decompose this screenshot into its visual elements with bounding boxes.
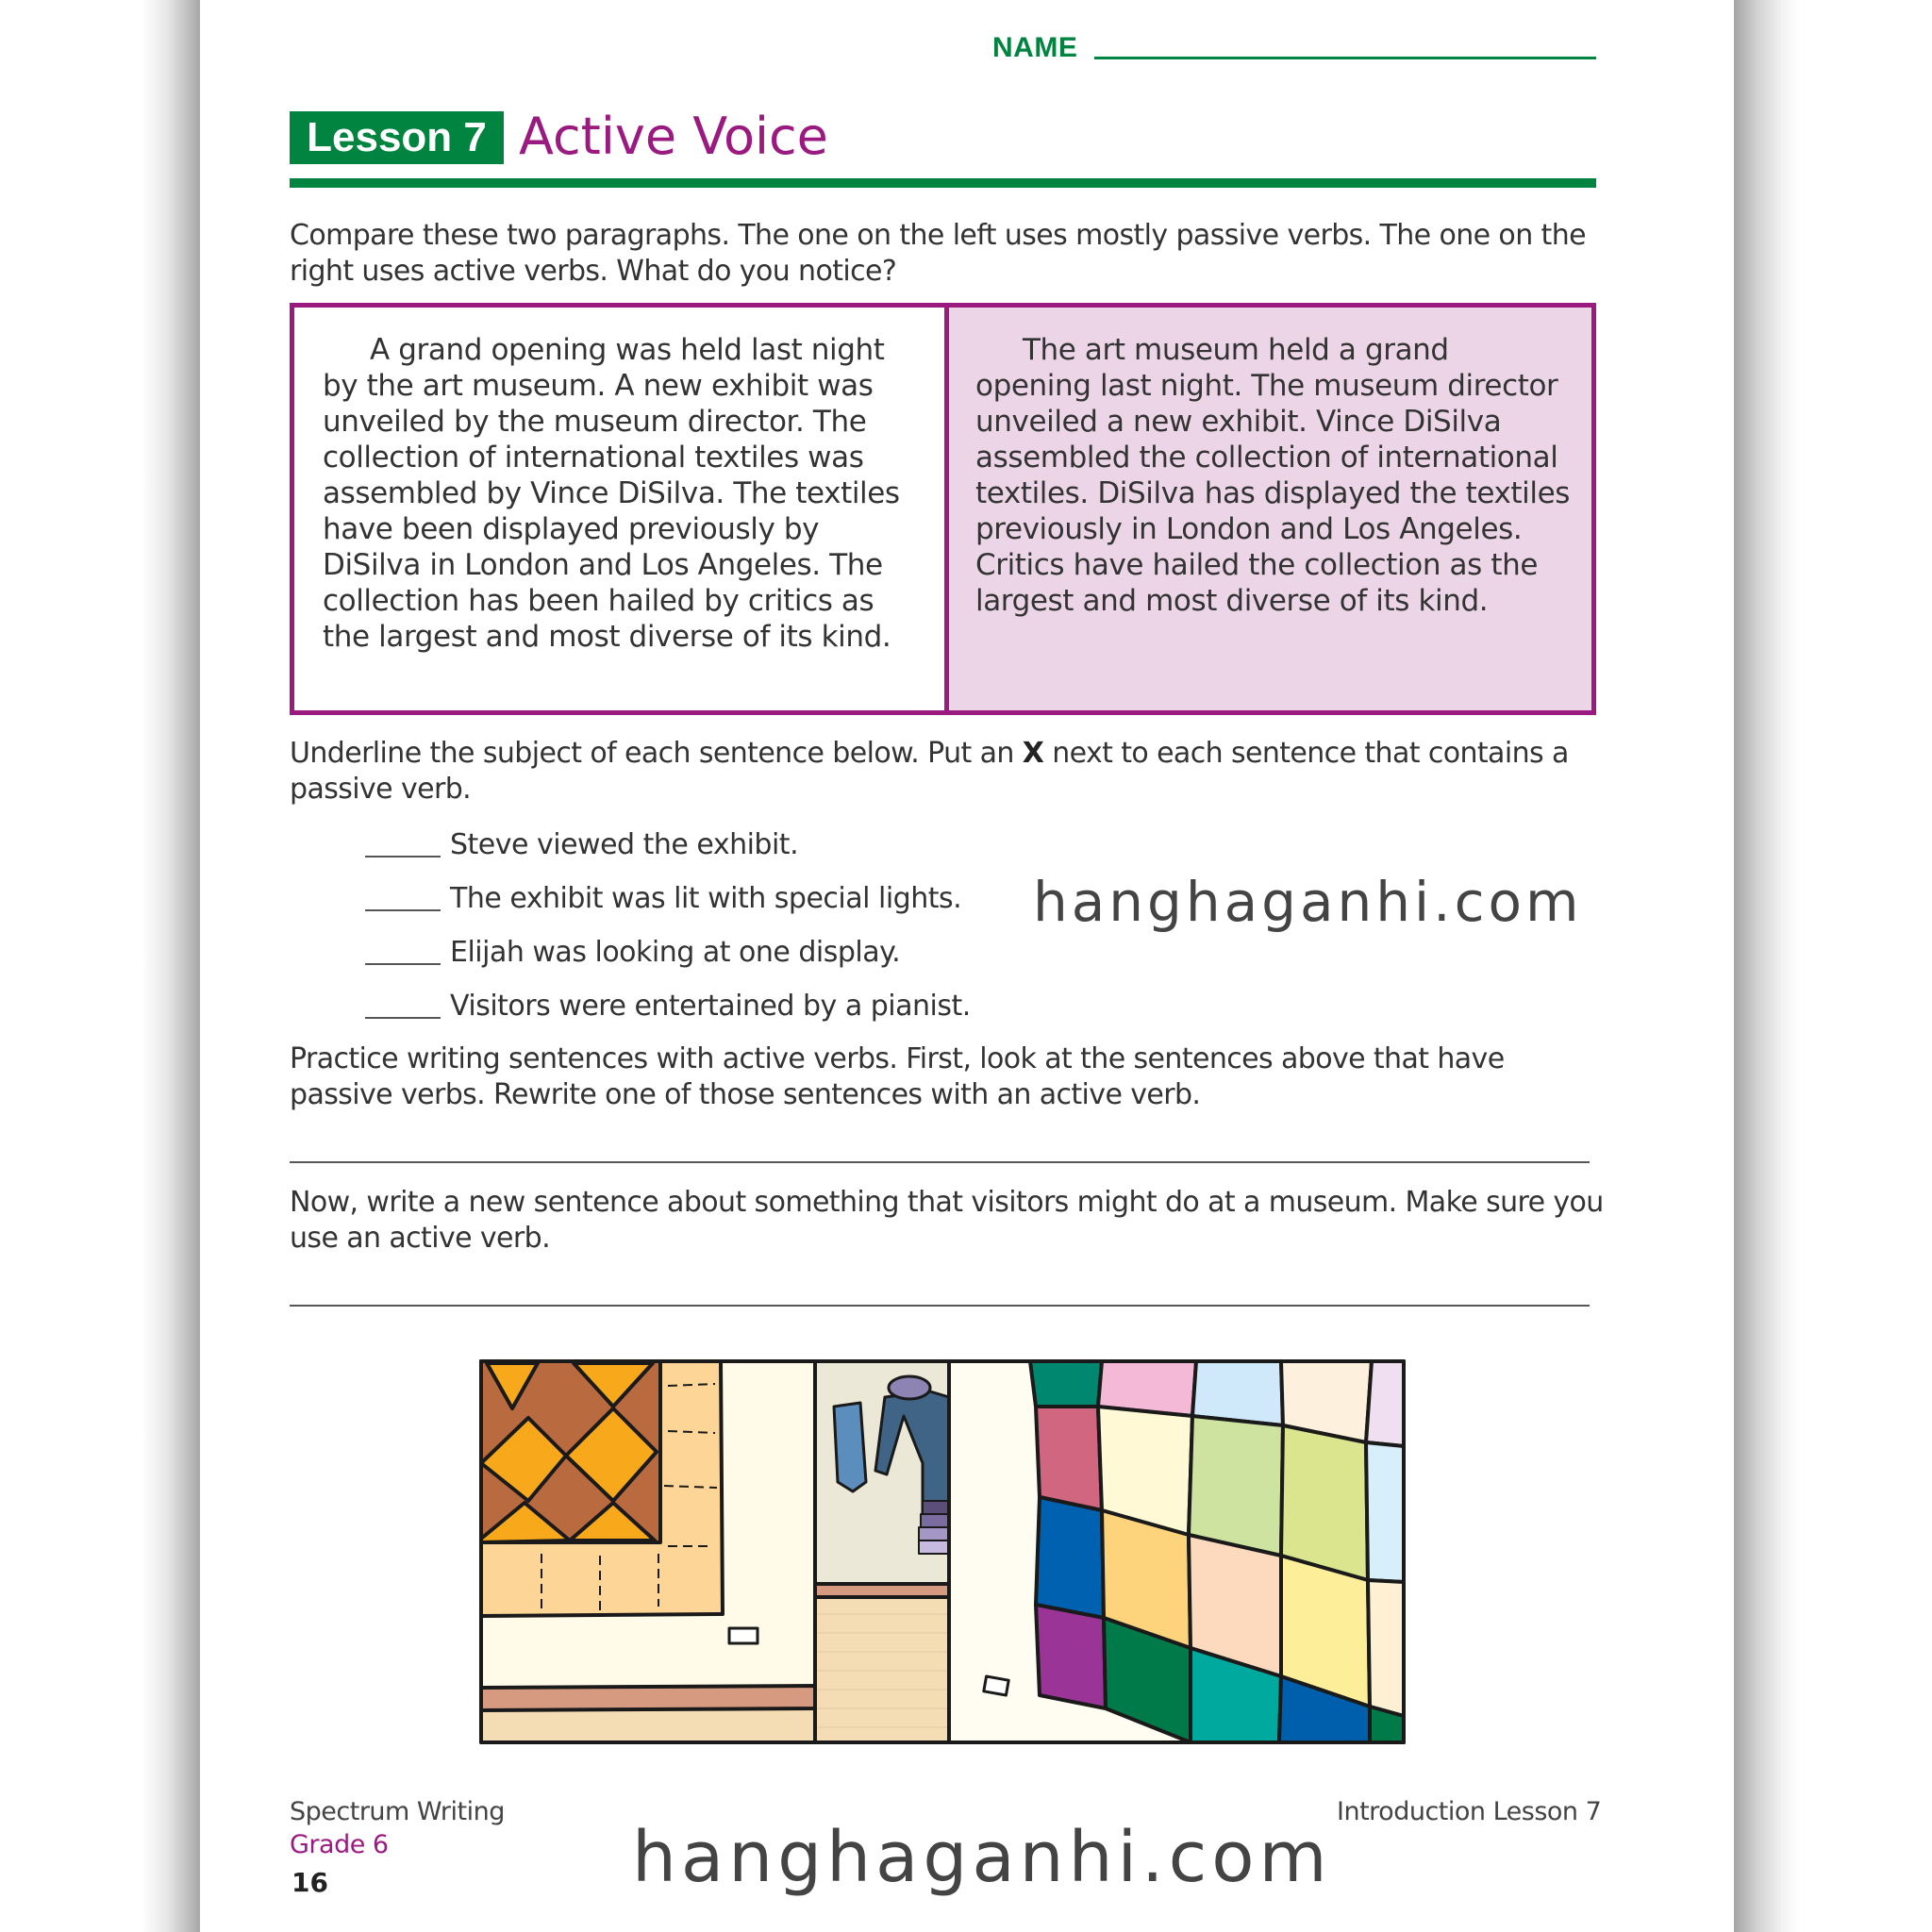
exercise-sentence	[365, 881, 961, 917]
wall-label-right	[984, 1676, 1008, 1695]
intro-text: Compare these two paragraphs. The one on the left uses mostly passive verbs. The one on the right uses active verbs. What do you notice?	[290, 219, 1586, 288]
answer-blank[interactable]	[365, 909, 441, 911]
active-paragraph-panel	[949, 308, 1591, 710]
name-label: NAME	[992, 32, 1078, 63]
comparison-box	[290, 303, 1596, 715]
name-write-line[interactable]	[1094, 57, 1596, 59]
museum-illustration	[479, 1359, 1406, 1744]
exercise-sentence	[365, 827, 798, 863]
watermark: hanghaganhi.com	[632, 1817, 1332, 1898]
patchwork-quilt	[1030, 1361, 1404, 1742]
closet-shelf	[815, 1584, 949, 1597]
answer-line-new-sentence[interactable]	[290, 1305, 1590, 1307]
practice-prompt-new-sentence: Now, write a new sentence about something that visitors might do at a museum. Make sure you use an active verb.	[290, 1186, 1604, 1255]
instructions-part2: next to each sentence that contains a passive verb.	[290, 737, 1569, 806]
active-paragraph: The art museum held a grand opening last night. The museum director unveiled a new exhibit. Vince DiSilva assembled the collection of international textiles. DiSilva has displayed the textiles previously in London and Los Angeles. Critics have hailed the collection as the largest and most diverse of its kind.	[975, 333, 1571, 618]
answer-line-rewrite[interactable]	[290, 1161, 1590, 1163]
page-shadow-left	[142, 0, 200, 1932]
sentence-text: Elijah was looking at one display.	[450, 936, 901, 969]
closet-floor	[817, 1599, 947, 1740]
watermark: hanghaganhi.com	[1033, 870, 1583, 934]
practice-prompt-rewrite: Practice writing sentences with active verbs. First, look at the sentences above that have passive verbs. Rewrite one of those sentences with an active verb.	[290, 1042, 1505, 1111]
instructions-x: X	[1022, 737, 1044, 770]
sentence-text: Visitors were entertained by a pianist.	[450, 990, 971, 1023]
footer-grade: Grade 6	[290, 1830, 389, 1859]
scarf	[834, 1403, 866, 1491]
answer-blank[interactable]	[365, 1017, 441, 1019]
footer-section: Introduction Lesson 7	[1337, 1797, 1602, 1826]
passive-paragraph: A grand opening was held last night by the art museum. A new exhibit was unveiled by the museum director. The collection of international textiles was assembled by Vince DiSilva. The textiles have been displayed previously by DiSilva in London and Los Angeles. The collection has been hailed by critics as the largest and most diverse of its kind.	[323, 333, 900, 654]
answer-blank[interactable]	[365, 963, 441, 965]
page-number: 16	[291, 1867, 328, 1898]
wall-label-left	[729, 1628, 758, 1643]
lesson-title: Active Voice	[519, 107, 828, 166]
passive-paragraph-panel	[294, 308, 949, 710]
hat	[889, 1376, 930, 1399]
title-divider	[290, 178, 1596, 188]
sentence-text: Steve viewed the exhibit.	[450, 828, 799, 861]
coat-ruffles	[919, 1501, 949, 1554]
lesson-badge: Lesson 7	[290, 111, 504, 164]
exercise-sentence	[365, 935, 900, 971]
sentence-text: The exhibit was lit with special lights.	[450, 882, 962, 915]
instructions-part1: Underline the subject of each sentence below. Put an	[290, 737, 1023, 770]
exercise-instructions	[290, 736, 1610, 808]
page-shadow-right	[1734, 0, 1800, 1932]
baseboard	[481, 1686, 817, 1710]
answer-blank[interactable]	[365, 856, 441, 858]
footer-book-title: Spectrum Writing	[290, 1797, 505, 1826]
exercise-sentence	[365, 989, 971, 1024]
